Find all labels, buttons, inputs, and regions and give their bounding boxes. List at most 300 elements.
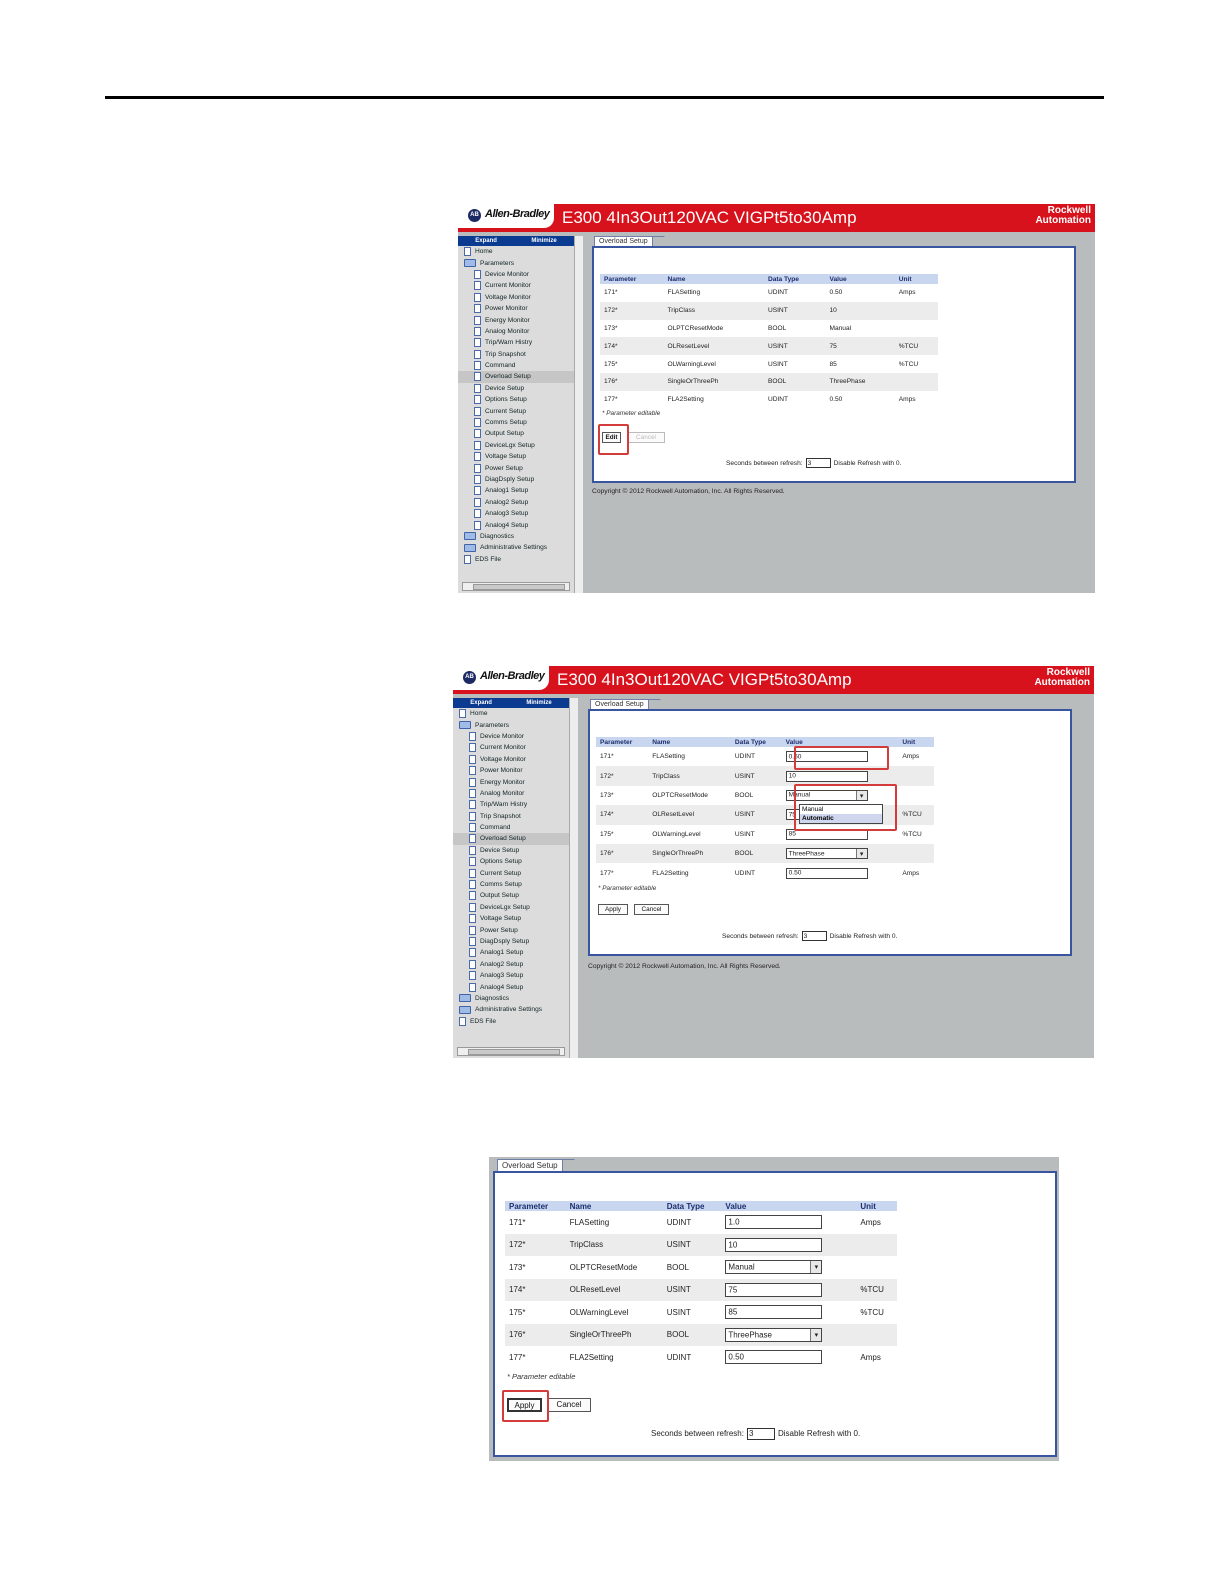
sidebar-item-diagnostics[interactable] bbox=[453, 993, 569, 1004]
page-icon bbox=[474, 304, 481, 313]
type-cell: USINT bbox=[734, 830, 755, 838]
sidebar-item-home[interactable] bbox=[453, 708, 569, 719]
sidebar-item-label: Command bbox=[485, 362, 516, 370]
page-icon bbox=[469, 800, 476, 809]
sidebar-item-voltage-monitor[interactable] bbox=[458, 292, 574, 303]
sidebar-item-current-monitor[interactable] bbox=[453, 742, 569, 753]
type-cell: BOOL bbox=[663, 1324, 722, 1347]
sidebar-item-label: Analog Monitor bbox=[485, 327, 530, 335]
page-icon bbox=[474, 475, 481, 484]
page-icon bbox=[469, 960, 476, 969]
table-row bbox=[600, 320, 938, 338]
page-icon bbox=[469, 891, 476, 900]
screenshot-apply bbox=[489, 1157, 1059, 1461]
refresh-input[interactable]: 3 bbox=[747, 1428, 775, 1440]
sidebar-item-parameters[interactable] bbox=[453, 719, 569, 730]
name-cell: FLASetting bbox=[569, 1217, 610, 1227]
sidebar-item-label: Voltage Monitor bbox=[485, 293, 531, 301]
type-cell: BOOL bbox=[666, 1262, 689, 1272]
sidebar-item-label: Current Setup bbox=[480, 869, 522, 877]
sidebar-item-analog2-setup[interactable] bbox=[458, 497, 574, 508]
value-text: ThreePhase bbox=[728, 1330, 773, 1340]
olwarninglevel-input[interactable] bbox=[725, 1305, 822, 1319]
chevron-down-icon[interactable]: ▾ bbox=[856, 791, 867, 800]
page-icon bbox=[459, 1017, 466, 1026]
page-icon bbox=[469, 937, 476, 946]
sidebar-item-parameters[interactable] bbox=[458, 257, 574, 268]
unit-cell: %TCU bbox=[860, 1307, 884, 1317]
value-text: 75 bbox=[788, 811, 796, 819]
sidebar-item-label: Analog4 Setup bbox=[485, 521, 529, 529]
parameter-cell: 171* bbox=[600, 753, 614, 761]
sidebar-item-overload-setup[interactable] bbox=[458, 371, 574, 382]
sidebar-item-label: Trip Snapshot bbox=[485, 350, 526, 358]
expand-link[interactable]: Expand bbox=[475, 238, 497, 244]
type-cell: UDINT bbox=[666, 1217, 692, 1227]
refresh-hint: Disable Refresh with 0. bbox=[777, 1429, 861, 1439]
name-cell: OLResetLevel bbox=[663, 337, 763, 355]
name-cell: OLPTCResetMode bbox=[667, 324, 724, 332]
singleorthreeph-select[interactable] bbox=[786, 848, 868, 859]
sidebar-item-comms-setup[interactable] bbox=[458, 417, 574, 428]
reset-mode-dropdown-list[interactable] bbox=[799, 804, 883, 824]
overload-setup-panel bbox=[592, 238, 1076, 483]
value-text: 10 bbox=[788, 772, 796, 780]
tab-overload-setup[interactable]: Overload Setup bbox=[594, 236, 653, 246]
sidebar-item-label: Current Monitor bbox=[485, 282, 531, 290]
copyright: Copyright © 2012 Rockwell Automation, Inc. All Rights Reserved. bbox=[588, 963, 781, 970]
chevron-down-icon[interactable]: ▾ bbox=[810, 1261, 821, 1273]
folder-icon bbox=[459, 994, 471, 1002]
brand-line2: Automation bbox=[1034, 677, 1090, 688]
sidebar-item-current-monitor[interactable] bbox=[458, 280, 574, 291]
sidebar-header bbox=[458, 236, 574, 246]
sidebar-item-command[interactable] bbox=[453, 822, 569, 833]
sidebar-item-voltage-setup[interactable] bbox=[453, 913, 569, 924]
sidebar-item-analog2-setup[interactable] bbox=[453, 959, 569, 970]
brand-line1: Rockwell bbox=[1046, 667, 1090, 678]
page-icon bbox=[474, 281, 481, 290]
allen-bradley-logo bbox=[453, 666, 549, 690]
table-header bbox=[600, 274, 938, 284]
type-cell: UDINT bbox=[666, 1352, 692, 1362]
column-header-data-type: Data Type bbox=[764, 274, 826, 284]
parameter-editable-note: * Parameter editable bbox=[507, 1372, 576, 1381]
apply-button[interactable]: Apply bbox=[507, 1398, 542, 1412]
sidebar-item-label: Voltage Setup bbox=[485, 453, 527, 461]
page-icon bbox=[474, 384, 481, 393]
type-cell: BOOL bbox=[731, 844, 782, 863]
sidebar bbox=[458, 236, 574, 593]
parameter-table bbox=[505, 1201, 897, 1369]
screenshot-edit-mode bbox=[453, 666, 1094, 1058]
chevron-down-icon[interactable]: ▾ bbox=[810, 1329, 821, 1341]
page-icon bbox=[459, 709, 466, 718]
name-cell: FLA2Setting bbox=[667, 396, 704, 404]
page-icon bbox=[469, 743, 476, 752]
cancel-button[interactable]: Cancel bbox=[547, 1398, 591, 1412]
unit-cell bbox=[895, 373, 938, 391]
sidebar-item-diagnostics[interactable] bbox=[458, 531, 574, 542]
sidebar-item-analog1-setup[interactable] bbox=[458, 485, 574, 496]
sidebar-item-label: Analog1 Setup bbox=[485, 487, 529, 495]
scroll-thumb[interactable] bbox=[473, 584, 565, 590]
unit-cell: %TCU bbox=[902, 830, 922, 838]
sidebar-item-devicelgx-setup[interactable] bbox=[453, 902, 569, 913]
value-cell bbox=[721, 1256, 856, 1279]
singleorthreeph-select[interactable] bbox=[725, 1328, 822, 1342]
parameter-cell: 176* bbox=[505, 1324, 566, 1347]
sidebar-item-label: Analog3 Setup bbox=[480, 972, 524, 980]
sidebar-item-label: Command bbox=[480, 824, 511, 832]
sidebar-item-label: Parameters bbox=[480, 259, 515, 267]
sidebar-item-label: Analog2 Setup bbox=[485, 498, 529, 506]
type-cell: UDINT bbox=[734, 753, 756, 761]
table-header bbox=[505, 1201, 897, 1211]
refresh-label: Seconds between refresh: bbox=[722, 932, 799, 940]
sidebar-item-device-monitor[interactable] bbox=[458, 269, 574, 280]
sidebar-item-label: Trip/Warn Histry bbox=[480, 801, 528, 809]
parameter-cell: 175* bbox=[509, 1307, 526, 1317]
expand-link[interactable]: Expand bbox=[470, 700, 492, 706]
tripclass-input[interactable] bbox=[786, 771, 868, 782]
column-header-data-type: Data Type bbox=[731, 737, 782, 747]
value-cell: 85 bbox=[829, 360, 837, 368]
page-icon bbox=[469, 914, 476, 923]
unit-cell bbox=[895, 302, 938, 320]
sidebar-item-device-setup[interactable] bbox=[458, 383, 574, 394]
tripclass-input[interactable] bbox=[725, 1238, 822, 1252]
sidebar-item-label: Diagnostics bbox=[475, 994, 510, 1002]
page-icon bbox=[474, 464, 481, 473]
page-icon bbox=[469, 880, 476, 889]
sidebar-item-label: Overload Setup bbox=[480, 835, 526, 843]
table-row bbox=[505, 1256, 897, 1279]
sidebar-item-trip-snapshot[interactable] bbox=[453, 811, 569, 822]
dropdown-option-manual[interactable]: Manual bbox=[802, 806, 824, 813]
sidebar-item-voltage-setup[interactable] bbox=[458, 451, 574, 462]
type-cell: USINT bbox=[767, 360, 788, 368]
parameter-cell: 174* bbox=[596, 805, 648, 824]
sidebar-item-diagdsply-setup[interactable] bbox=[453, 936, 569, 947]
sidebar-item-label: Parameters bbox=[475, 721, 510, 729]
column-header-value: Value bbox=[721, 1201, 856, 1211]
chevron-down-icon[interactable]: ▾ bbox=[856, 849, 867, 858]
sidebar-item-label: EDS File bbox=[470, 1017, 497, 1025]
unit-cell bbox=[898, 786, 934, 805]
name-cell: FLASetting bbox=[667, 289, 701, 297]
refresh-row bbox=[726, 458, 901, 468]
sidebar-item-output-setup[interactable] bbox=[453, 890, 569, 901]
nav-tree bbox=[453, 708, 569, 1027]
cancel-button[interactable]: Cancel bbox=[634, 904, 669, 915]
sidebar-item-label: Overload Setup bbox=[485, 373, 531, 381]
sidebar-item-energy-monitor[interactable] bbox=[453, 776, 569, 787]
sidebar-item-power-monitor[interactable] bbox=[458, 303, 574, 314]
tab-overload-setup[interactable]: Overload Setup bbox=[590, 699, 649, 709]
value-text: 75 bbox=[728, 1285, 738, 1295]
value-text: 0.50 bbox=[728, 1352, 744, 1362]
name-cell: OLWarningLevel bbox=[652, 830, 701, 838]
column-header-name: Name bbox=[566, 1201, 663, 1211]
refresh-input[interactable]: 3 bbox=[806, 458, 831, 468]
page-icon bbox=[469, 926, 476, 935]
sidebar-item-analog4-setup[interactable] bbox=[458, 519, 574, 530]
olptcresetmode-select[interactable] bbox=[725, 1260, 822, 1274]
screenshot-view-mode bbox=[458, 204, 1095, 593]
table-row bbox=[505, 1301, 897, 1324]
sidebar-vscrollbar[interactable] bbox=[569, 698, 578, 1058]
sidebar-item-diagdsply-setup[interactable] bbox=[458, 474, 574, 485]
sidebar-item-label: Comms Setup bbox=[485, 419, 527, 427]
name-cell: OLWarningLevel bbox=[569, 1307, 629, 1317]
sidebar-item-analog4-setup[interactable] bbox=[453, 981, 569, 992]
parameter-table bbox=[596, 737, 934, 883]
sidebar-item-options-setup[interactable] bbox=[458, 394, 574, 405]
page-icon bbox=[474, 418, 481, 427]
parameter-cell: 172* bbox=[600, 302, 663, 320]
column-header-value: Value bbox=[825, 274, 894, 284]
table-row bbox=[600, 355, 938, 373]
sidebar-item-label: Output Setup bbox=[485, 430, 524, 438]
unit-cell bbox=[898, 766, 934, 785]
brand-line1: Rockwell bbox=[1047, 205, 1091, 216]
sidebar bbox=[453, 698, 569, 1058]
parameter-cell: 171* bbox=[604, 289, 618, 297]
dropdown-option-automatic[interactable]: Automatic bbox=[800, 814, 882, 823]
page-icon bbox=[474, 270, 481, 279]
parameter-cell: 173* bbox=[509, 1262, 526, 1272]
sidebar-hscrollbar[interactable] bbox=[457, 1047, 565, 1056]
sidebar-item-trip-snapshot[interactable] bbox=[458, 349, 574, 360]
sidebar-item-device-setup[interactable] bbox=[453, 845, 569, 856]
page-icon bbox=[474, 509, 481, 518]
parameter-cell: 172* bbox=[505, 1234, 566, 1257]
type-cell: UDINT bbox=[767, 396, 789, 404]
sidebar-item-home[interactable] bbox=[458, 246, 574, 257]
sidebar-item-analog3-setup[interactable] bbox=[453, 970, 569, 981]
fla2setting-input[interactable] bbox=[725, 1350, 822, 1364]
sidebar-item-label: Voltage Setup bbox=[480, 915, 522, 923]
unit-cell: %TCU bbox=[856, 1279, 897, 1302]
page-icon bbox=[474, 521, 481, 530]
sidebar-item-administrative-settings[interactable] bbox=[453, 1004, 569, 1015]
type-cell: USINT bbox=[666, 1307, 691, 1317]
sidebar-item-eds-file[interactable] bbox=[453, 1016, 569, 1027]
sidebar-item-label: Analog4 Setup bbox=[480, 983, 524, 991]
minimize-link[interactable]: Minimize bbox=[526, 700, 552, 706]
page-icon bbox=[469, 812, 476, 821]
apply-button[interactable]: Apply bbox=[598, 904, 628, 915]
column-header-name: Name bbox=[663, 274, 763, 284]
parameter-cell: 177* bbox=[509, 1352, 526, 1362]
sidebar-item-label: Diagnostics bbox=[480, 532, 515, 540]
value-cell: 75 bbox=[825, 337, 894, 355]
name-cell: SingleOrThreePh bbox=[648, 844, 731, 863]
sidebar-vscrollbar[interactable] bbox=[574, 236, 583, 593]
page-icon bbox=[469, 834, 476, 843]
column-header-unit: Unit bbox=[895, 274, 938, 284]
page-icon bbox=[469, 903, 476, 912]
name-cell: FLA2Setting bbox=[569, 1352, 614, 1362]
page-icon bbox=[469, 869, 476, 878]
unit-cell: Amps bbox=[898, 396, 916, 404]
value-cell bbox=[721, 1301, 856, 1324]
value-text: 0.50 bbox=[788, 753, 802, 761]
refresh-hint: Disable Refresh with 0. bbox=[829, 932, 898, 940]
table-row bbox=[596, 844, 934, 863]
value-cell bbox=[782, 825, 899, 844]
table-row bbox=[505, 1346, 897, 1369]
sidebar-item-power-monitor[interactable] bbox=[453, 765, 569, 776]
value-cell bbox=[721, 1324, 856, 1347]
sidebar-item-output-setup[interactable] bbox=[458, 428, 574, 439]
parameter-editable-note: * Parameter editable bbox=[598, 885, 657, 892]
value-text: ThreePhase bbox=[788, 850, 825, 858]
page-icon bbox=[469, 823, 476, 832]
edit-button[interactable]: Edit bbox=[602, 432, 621, 443]
type-cell: USINT bbox=[663, 1279, 722, 1302]
value-cell bbox=[721, 1346, 856, 1369]
name-cell: SingleOrThreePh bbox=[566, 1324, 663, 1347]
page-icon bbox=[469, 732, 476, 741]
fla2setting-input[interactable] bbox=[786, 868, 868, 879]
table-row bbox=[596, 786, 934, 805]
value-cell bbox=[782, 747, 899, 766]
name-cell: TripClass bbox=[648, 766, 731, 785]
sidebar-item-administrative-settings[interactable] bbox=[458, 542, 574, 553]
sidebar-item-comms-setup[interactable] bbox=[453, 879, 569, 890]
parameter-cell: 174* bbox=[600, 337, 663, 355]
page-icon bbox=[474, 407, 481, 416]
flasetting-input[interactable] bbox=[725, 1215, 822, 1229]
sidebar-item-power-setup[interactable] bbox=[453, 924, 569, 935]
table-row bbox=[596, 805, 934, 824]
device-title: E300 4In3Out120VAC VIGPt5to30Amp bbox=[557, 670, 852, 689]
sidebar-item-label: Power Monitor bbox=[480, 767, 523, 775]
sidebar-item-analog1-setup[interactable] bbox=[453, 947, 569, 958]
sidebar-item-analog-monitor[interactable] bbox=[458, 326, 574, 337]
nav-tree bbox=[458, 246, 574, 565]
sidebar-item-label: Device Monitor bbox=[485, 270, 529, 278]
sidebar-item-current-setup[interactable] bbox=[458, 405, 574, 416]
sidebar-item-label: Home bbox=[470, 710, 488, 718]
refresh-row bbox=[651, 1428, 860, 1440]
sidebar-hscrollbar[interactable] bbox=[462, 582, 570, 591]
sidebar-item-analog3-setup[interactable] bbox=[458, 508, 574, 519]
name-cell: TripClass bbox=[663, 302, 763, 320]
cancel-button[interactable]: Cancel bbox=[627, 432, 665, 443]
sidebar-item-energy-monitor[interactable] bbox=[458, 314, 574, 325]
table-row bbox=[596, 863, 934, 882]
sidebar-item-label: Device Setup bbox=[485, 384, 525, 392]
unit-cell bbox=[856, 1234, 897, 1257]
page-icon bbox=[469, 857, 476, 866]
brand-line2: Automation bbox=[1035, 215, 1091, 226]
value-cell bbox=[721, 1234, 856, 1257]
type-cell: USINT bbox=[764, 337, 826, 355]
value-cell: 0.50 bbox=[829, 289, 843, 297]
sidebar-item-power-setup[interactable] bbox=[458, 462, 574, 473]
minimize-link[interactable]: Minimize bbox=[531, 238, 557, 244]
sidebar-item-label: Trip Snapshot bbox=[480, 812, 521, 820]
page-icon bbox=[469, 948, 476, 957]
sidebar-item-label: Device Setup bbox=[480, 846, 520, 854]
vendor-name: Allen-Bradley bbox=[485, 208, 550, 220]
sidebar-item-voltage-monitor[interactable] bbox=[453, 754, 569, 765]
sidebar-item-current-setup[interactable] bbox=[453, 867, 569, 878]
sidebar-item-label: DiagDsply Setup bbox=[480, 938, 530, 945]
name-cell: SingleOrThreePh bbox=[663, 373, 763, 391]
sidebar-item-label: Analog1 Setup bbox=[480, 949, 524, 957]
folder-icon bbox=[464, 259, 476, 267]
sidebar-item-label: Administrative Settings bbox=[475, 1006, 543, 1014]
sidebar-item-trip-warn-histry[interactable] bbox=[453, 799, 569, 810]
olwarninglevel-input[interactable] bbox=[786, 829, 868, 840]
sidebar-item-options-setup[interactable] bbox=[453, 856, 569, 867]
app-header bbox=[453, 666, 1094, 694]
table-row bbox=[505, 1279, 897, 1302]
parameter-cell: 177* bbox=[600, 869, 614, 877]
sidebar-item-eds-file[interactable] bbox=[458, 554, 574, 565]
sidebar-item-overload-setup[interactable] bbox=[453, 833, 569, 844]
table-row bbox=[600, 373, 938, 391]
table-row bbox=[505, 1234, 897, 1257]
flasetting-input[interactable] bbox=[786, 751, 868, 762]
page-icon bbox=[474, 361, 481, 370]
refresh-input[interactable]: 3 bbox=[802, 931, 827, 941]
parameter-cell: 176* bbox=[600, 373, 663, 391]
sidebar-item-trip-warn-histry[interactable] bbox=[458, 337, 574, 348]
device-title: E300 4In3Out120VAC VIGPt5to30Amp bbox=[562, 208, 857, 227]
sidebar-item-label: Current Monitor bbox=[480, 744, 526, 752]
scroll-thumb[interactable] bbox=[468, 1049, 560, 1055]
sidebar-item-devicelgx-setup[interactable] bbox=[458, 440, 574, 451]
ab-badge-icon: AB bbox=[463, 671, 476, 684]
type-cell: BOOL bbox=[767, 324, 787, 332]
tab-overload-setup[interactable]: Overload Setup bbox=[497, 1159, 563, 1171]
olresetlevel-input[interactable] bbox=[725, 1283, 822, 1297]
sidebar-item-label: Output Setup bbox=[480, 892, 519, 900]
table-row bbox=[600, 302, 938, 320]
value-text: 1.0 bbox=[728, 1217, 740, 1227]
sidebar-item-command[interactable] bbox=[458, 360, 574, 371]
sidebar-item-label: Options Setup bbox=[480, 858, 522, 866]
name-cell: OLPTCResetMode bbox=[569, 1262, 638, 1272]
parameter-cell: 173* bbox=[600, 791, 614, 799]
olptcresetmode-select[interactable] bbox=[786, 790, 868, 801]
type-cell: BOOL bbox=[764, 373, 826, 391]
value-cell bbox=[782, 863, 899, 882]
rockwell-logo bbox=[1034, 668, 1090, 688]
parameter-table bbox=[600, 274, 938, 409]
sidebar-item-analog-monitor[interactable] bbox=[453, 788, 569, 799]
parameter-cell: 176* bbox=[596, 844, 648, 863]
table-row bbox=[596, 747, 934, 766]
table-header bbox=[596, 737, 934, 747]
sidebar-item-device-monitor[interactable] bbox=[453, 731, 569, 742]
overload-setup-panel bbox=[493, 1161, 1057, 1457]
sidebar-item-label: Analog2 Setup bbox=[480, 960, 524, 968]
folder-icon bbox=[464, 532, 476, 540]
unit-cell bbox=[856, 1256, 897, 1279]
unit-cell: Amps bbox=[860, 1217, 881, 1227]
parameter-cell: 177* bbox=[604, 396, 618, 404]
column-header-value: Value bbox=[782, 737, 899, 747]
sidebar-item-label: Trip/Warn Histry bbox=[485, 339, 533, 347]
sidebar-item-label: Energy Monitor bbox=[480, 778, 525, 786]
value-cell bbox=[782, 766, 899, 785]
